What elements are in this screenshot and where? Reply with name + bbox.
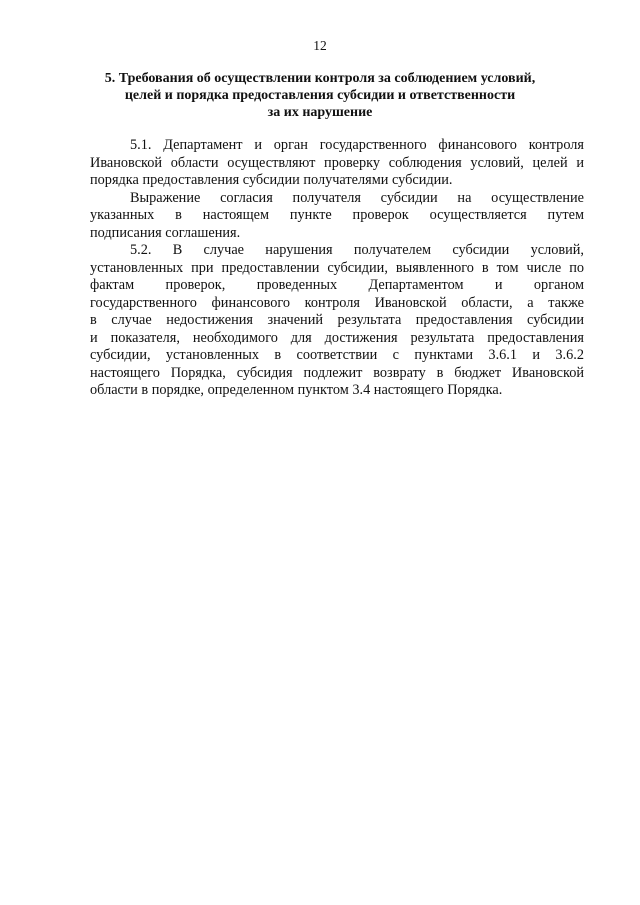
- text-line: установленных при предоставлении субсидии, выявленного в том числе по: [90, 259, 584, 276]
- page-number: 12: [313, 38, 327, 53]
- paragraph-5-2: [90, 242, 584, 400]
- text-line: 5.2. В случае нарушения получателем субсидии условий,: [130, 242, 584, 258]
- paragraph-5-1: [90, 137, 584, 190]
- text-line: государственного финансового контроля Ивановской области, а также: [90, 294, 584, 311]
- section-title-line: за их нарушение: [267, 105, 373, 120]
- text-line: Ивановской области осуществляют проверку соблюдения условий, целей и: [90, 154, 584, 171]
- text-line: Выражение согласия получателя субсидии на осуществление: [130, 189, 584, 206]
- body-text: [90, 137, 584, 400]
- text-line: порядка предоставления субсидии получателями субсидии.: [90, 172, 453, 188]
- text-line: подписания соглашения.: [90, 224, 241, 241]
- text-line: субсидии, установленных в соответствии с пунктами 3.6.1 и 3.6.2: [90, 347, 584, 363]
- text-line: области в порядке, определенном пунктом 3.4 настоящего Порядка.: [90, 382, 503, 398]
- paragraph-agreement: [90, 190, 584, 243]
- text-line: 5.1. Департамент и орган государственного финансового контроля: [130, 137, 584, 153]
- section-title-line: 5. Требования об осуществлении контроля за соблюдением условий,: [104, 71, 536, 86]
- text-line: указанных в настоящем пункте проверок осуществляется путем: [90, 207, 584, 223]
- section-title: [90, 70, 550, 121]
- text-line: и показателя, необходимого для достижения результата предоставления: [90, 329, 584, 346]
- text-line: настоящего Порядка, субсидия подлежит возврату в бюджет Ивановской: [90, 364, 584, 381]
- text-line: в случае недостижения значений результата предоставления субсидии: [90, 312, 584, 328]
- section-title-line: целей и порядка предоставления субсидии и ответственности: [124, 88, 516, 103]
- text-line: фактам проверок, проведенных Департаментом и органом: [90, 277, 584, 293]
